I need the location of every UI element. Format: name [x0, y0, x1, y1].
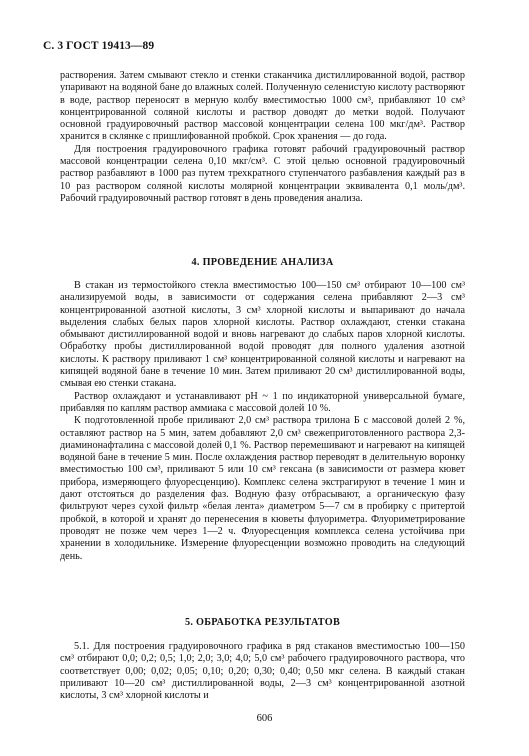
section-4-paragraph-3: К подготовленной пробе приливают 2,0 см³ раствора трилона Б с массовой долей 2 %, оставляют раствор на 5 мин, затем добавляют 2,0 см³ свежеприготовленного раствора 2,3-диаминонафталина с массовой долей 0,1 %. Раствор перемешивают и нагревают на кипящей водяной бане в течение 5 мин. После охлаждения раствор переводят в делительную воронку вместимостью 100 см³, приливают 5 или 10 см³ гексана (в зависимости от размера кювет прибора, измеряющего флуоресценцию). Комплекс селена экстрагируют в течение 1 мин и дают отстояться до разделения фаз. Водную фазу отбрасывают, а органическую фазу фильтруют через сухой фильтр «белая лента» диаметром 5—7 см в пробирку с притертой пробкой, в которой и хранят до перенесения в кюветы флуориметра. Флуориметрирование проводят не позже чем через 1—2 ч. Флуоресценция комплекса селена устойчива при хранении в холодильнике. Измерение флуоресценции возможно проводить на следующий день.: [60, 415, 465, 562]
intro-block: [60, 70, 465, 205]
section-4-body: [60, 280, 465, 563]
page-number: 606: [256, 713, 273, 724]
intro-paragraph-1: растворения. Затем смывают стекло и стенки стаканчика дистиллированной водой, раствор упаривают на водяной бане до влажных солей. Полученную селенистую кислоту растворяют в воде, раствор переносят в мерную колбу вместимостью 1000 см³, прибавляют 10 см³ концентрированной соляной кислоты и раствор доводят до метки водой. Получают основной градуировочный раствор массовой концентрации селена 100 мкг/дм³. Раствор хранится в склянке с пришлифованной пробкой. Срок хранения — до года.: [60, 70, 465, 143]
section-4-paragraph-1: В стакан из термостойкого стекла вместимостью 100—150 см³ отбирают 10—100 см³ анализируемой воды, в зависимости от содержания селена прибавляют 2—3 см³ концентрированной азотной кислоты, 3 см³ хлорной кислоты и выпаривают до начала выделения слабых белых паров хлорной кислоты. Раствор охлаждают, стенки стакана обмывают дистиллированной водой и вновь нагревают до слабых паров хлорной кислоты. Обработку пробы дистиллированной водой проводят для полного удаления азотной кислоты. К раствору приливают 1 см³ концентрированной соляной кислоты и нагревают на кипящей водяной бане в течение 10 мин. Затем приливают 20 см³ дистиллированной воды, смывая ею стенки стакана.: [60, 280, 465, 390]
section-5-body: [60, 641, 465, 702]
section-5-paragraph-1: 5.1. Для построения градуировочного графика в ряд стаканов вместимостью 100—150 см³ отбирают 0,0; 0,2; 0,5; 1,0; 2,0; 3,0; 4,0; 5,0 см³ рабочего градуировочного раствора, что соответствует 0,00; 0,02; 0,05; 0,10; 0,20; 0,30; 0,40; 0,50 мкг селена. В каждый стакан приливают 10—20 см³ дистиллированной воды, 2—3 см³ концентрированной азотной кислоты, 3 см³ хлорной кислоты и: [60, 641, 465, 702]
running-header: С. 3 ГОСТ 19413—89: [43, 40, 155, 52]
section-4-heading: 4. ПРОВЕДЕНИЕ АНАЛИЗА: [191, 257, 334, 268]
section-4-paragraph-2: Раствор охлаждают и устанавливают pH ~ 1 по индикаторной универсальной бумаге, прибавляя по каплям раствор аммиака с массовой долей 10 %.: [60, 390, 465, 414]
section-5-heading: 5. ОБРАБОТКА РЕЗУЛЬТАТОВ: [184, 617, 341, 628]
intro-paragraph-2: Для построения градуировочного графика готовят рабочий градуировочный раствор массовой концентрации селена 0,10 мкг/см³. С этой целью основной градуировочный раствор разбавляют в 1000 раз путем трехкратного ступенчатого разбавления каждый раз в 10 раз раствором соляной кислоты молярной концентрации эквивалента 0,1 моль/дм³. Рабочий градуировочный раствор готовят в день проведения анализа.: [60, 143, 465, 204]
